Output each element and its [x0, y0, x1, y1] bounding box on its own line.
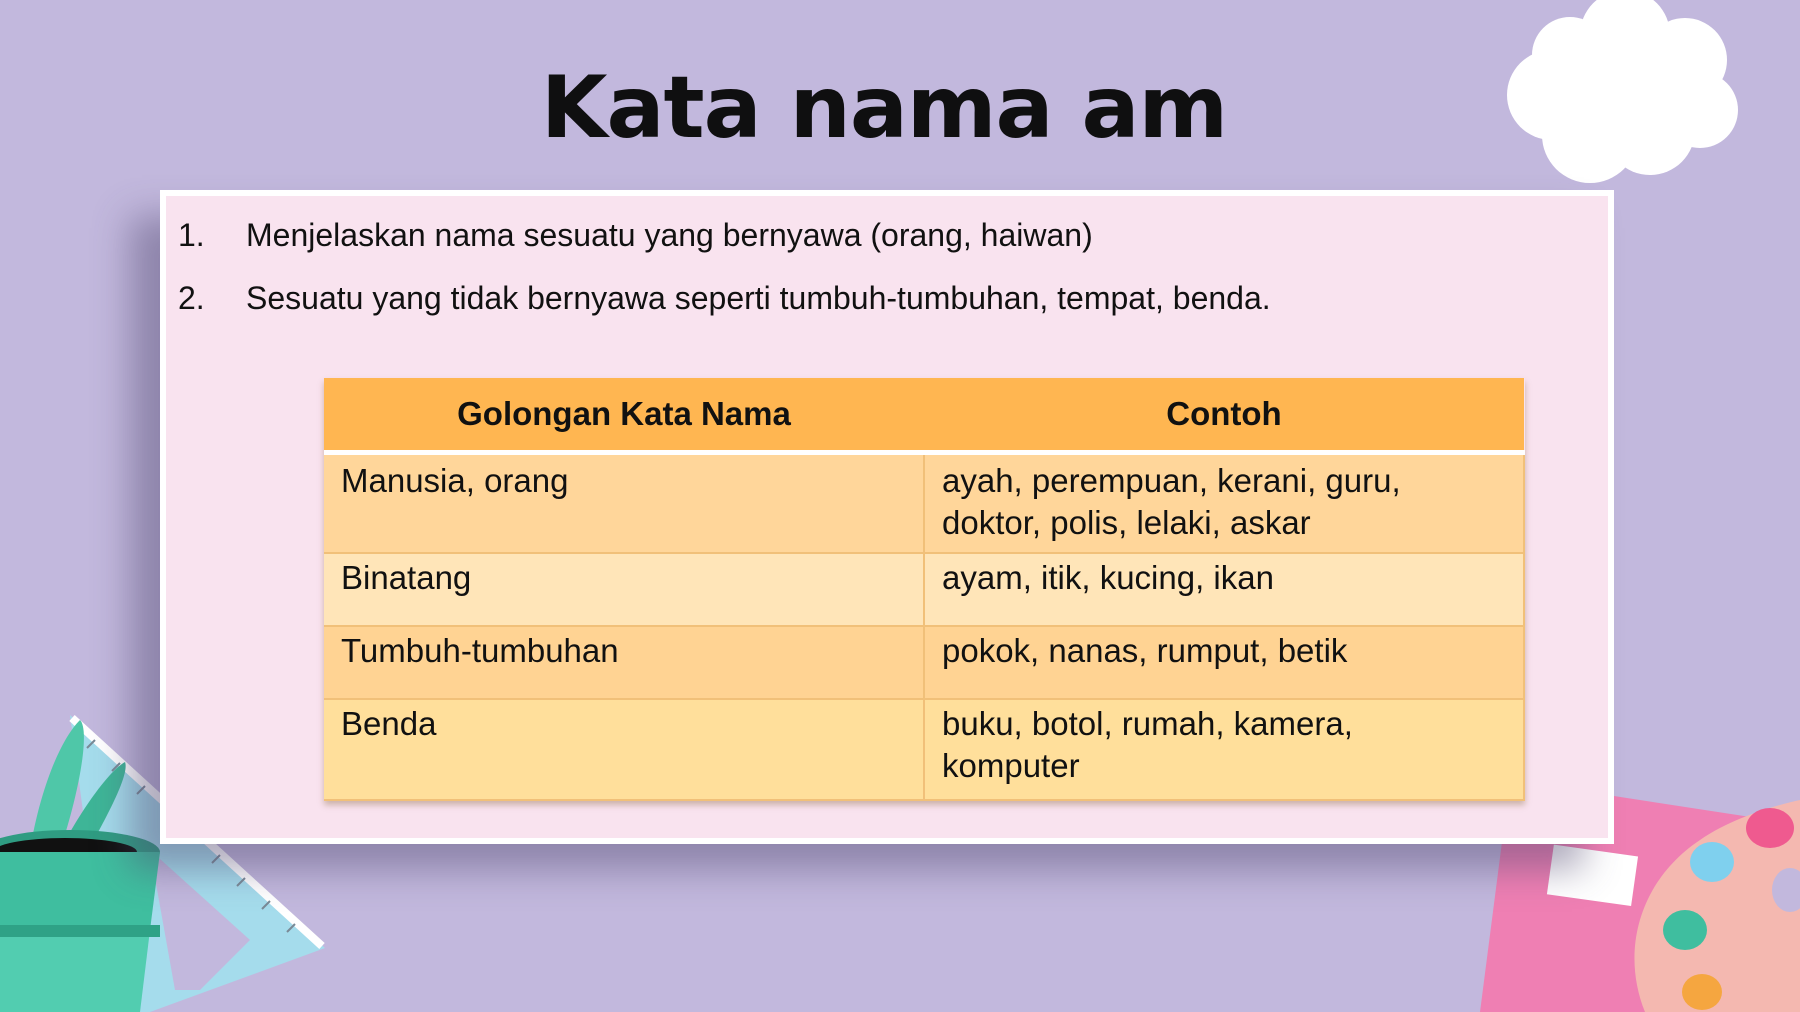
examples-cell	[924, 699, 1524, 800]
examples-line: buku, botol, rumah, kamera,	[942, 705, 1353, 742]
table-header-row	[324, 378, 1524, 452]
table-row	[324, 626, 1524, 699]
header-category: Golongan Kata Nama	[324, 378, 924, 452]
list-number: 2.	[178, 280, 205, 316]
list-item	[178, 278, 1558, 341]
examples-line: komputer	[942, 747, 1080, 784]
examples-line: doktor, polis, lelaki, askar	[942, 503, 1311, 541]
examples-cell	[924, 626, 1524, 699]
examples-line: ayam, itik, kucing, ikan	[942, 559, 1274, 596]
examples-cell	[924, 553, 1524, 626]
examples-line: ayah, perempuan, kerani, guru,	[942, 461, 1401, 499]
examples-line: pokok, nanas, rumput, betik	[942, 632, 1348, 669]
noun-category-table	[324, 378, 1525, 801]
slide-title: Kata nama am	[540, 58, 1228, 158]
list-number: 1.	[178, 217, 205, 253]
list-text: Menjelaskan nama sesuatu yang bernyawa (orang, haiwan)	[246, 217, 1093, 253]
list-text: Sesuatu yang tidak bernyawa seperti tumbuh-tumbuhan, tempat, benda.	[246, 280, 1271, 316]
table-row	[324, 553, 1524, 626]
category-cell: Tumbuh-tumbuhan	[324, 626, 924, 699]
table-row	[324, 699, 1524, 800]
table-row	[324, 452, 1524, 553]
category-cell: Binatang	[324, 553, 924, 626]
header-examples: Contoh	[924, 378, 1524, 452]
category-cell: Manusia, orang	[324, 452, 924, 553]
examples-cell	[924, 452, 1524, 553]
definition-list	[178, 215, 1558, 341]
category-cell: Benda	[324, 699, 924, 800]
list-item	[178, 215, 1558, 278]
